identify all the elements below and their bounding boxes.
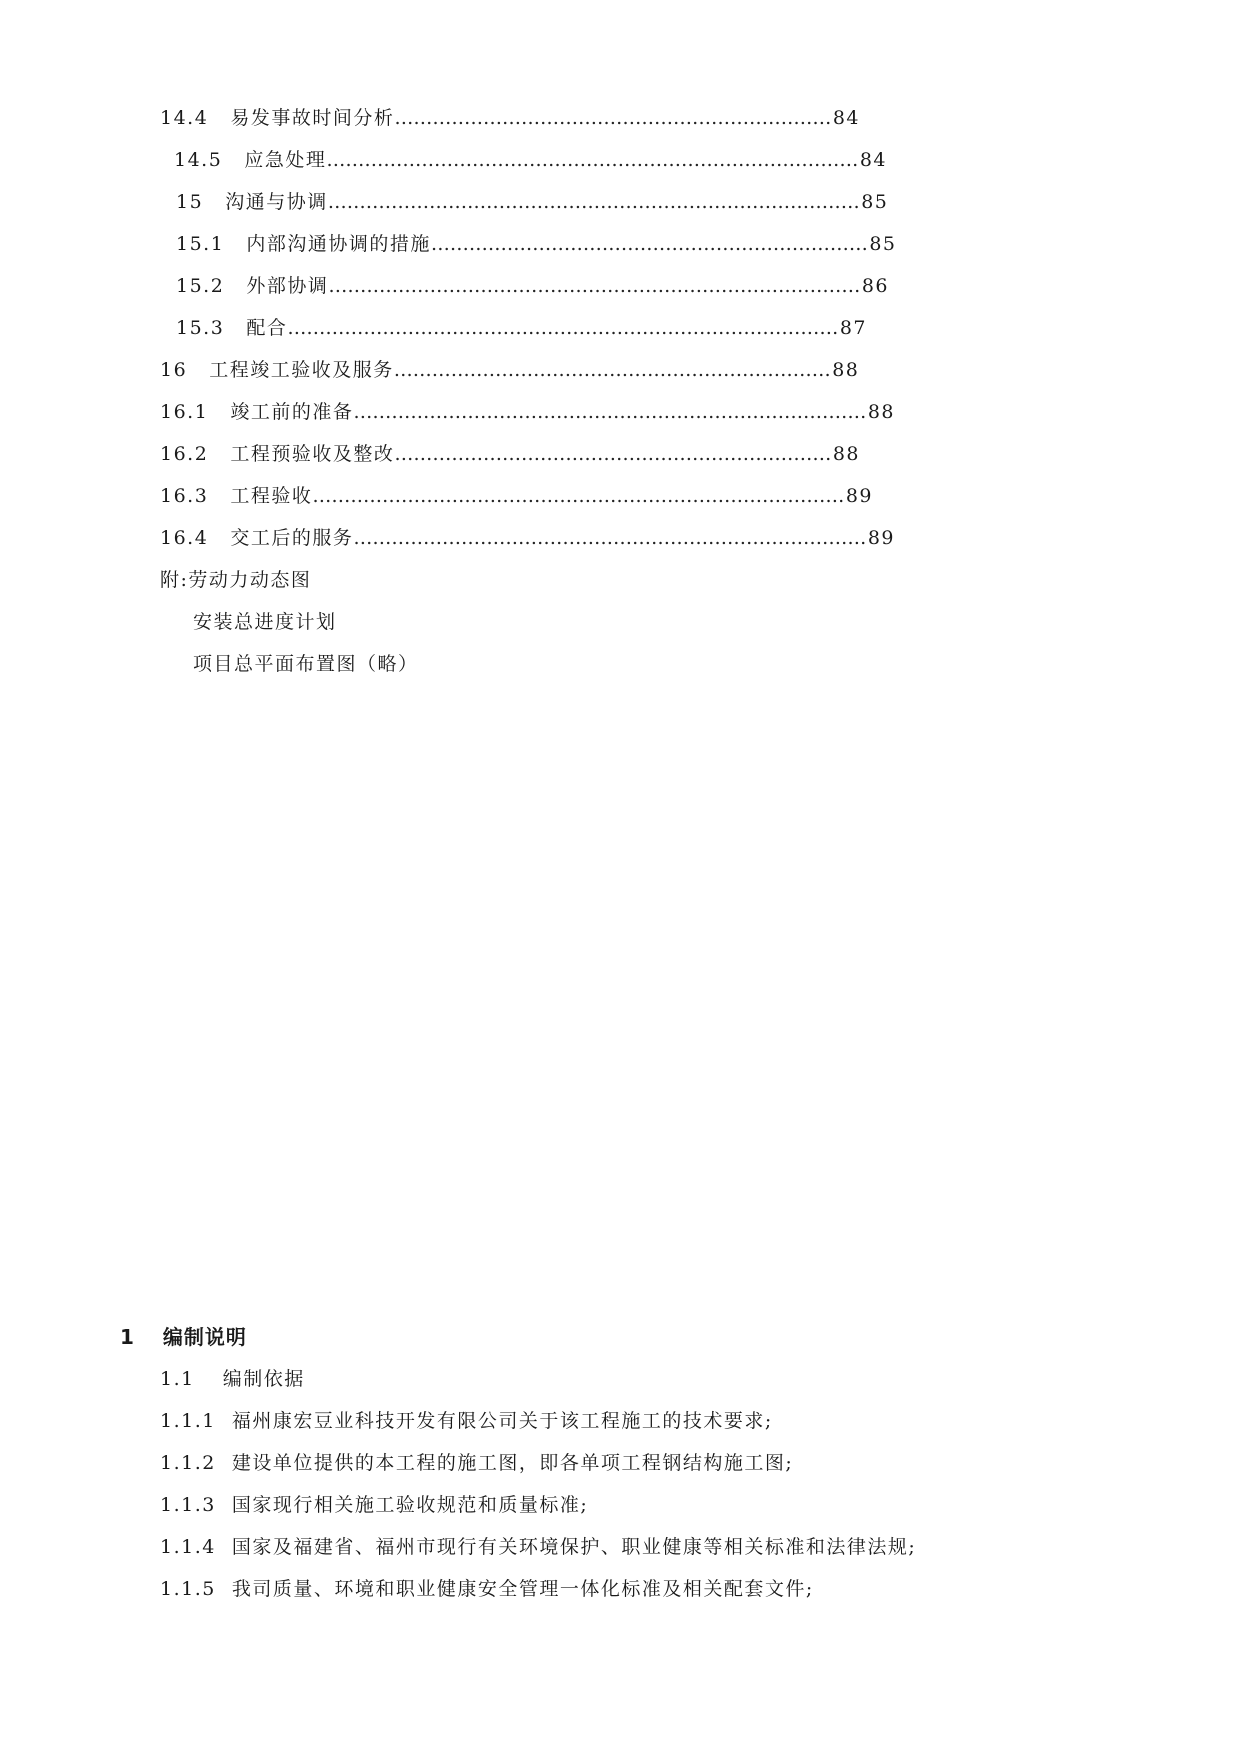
subsection-title: 编制依据 (222, 1368, 305, 1390)
section-heading (120, 1325, 247, 1349)
toc-entry[interactable] (160, 526, 895, 550)
toc-number: 16.1 (160, 401, 209, 423)
toc-entry[interactable] (176, 274, 889, 298)
toc-leader-dots: ……………………………………………………………………… (326, 149, 840, 171)
toc-entry[interactable] (160, 358, 859, 382)
toc-entry[interactable] (176, 190, 888, 214)
basis-item-number: 1.1.4 (160, 1536, 216, 1558)
toc-entry[interactable] (160, 442, 860, 466)
toc-page-number: …84 (812, 107, 861, 129)
toc-title: 应急处理 (244, 149, 327, 171)
toc-entry[interactable] (176, 316, 867, 340)
basis-item (160, 1535, 916, 1559)
section-title: 编制说明 (162, 1325, 247, 1349)
toc-page-number: …89 (847, 527, 896, 549)
toc-number: 15 (176, 191, 204, 213)
toc-page-number: …89 (825, 485, 874, 507)
toc-leader-dots: ………………………………………………………… (430, 233, 849, 255)
toc-number: 14.5 (174, 149, 223, 171)
toc-entry[interactable] (176, 232, 897, 256)
toc-number: 16.4 (160, 527, 209, 549)
toc-leader-dots: ………………………………………………………… (394, 107, 813, 129)
appendix-labor-chart: 附:劳动力动态图 (160, 569, 312, 591)
toc-title: 工程验收 (230, 485, 313, 507)
toc-title: 交工后的服务 (230, 527, 354, 549)
toc-number: 16.2 (160, 443, 209, 465)
toc-leader-dots: …………………………………………………………………… (353, 401, 848, 423)
toc-page-number: …84 (839, 149, 888, 171)
toc-page-number: …87 (819, 317, 868, 339)
toc-leader-dots: ……………………………………………………………………… (312, 485, 826, 507)
basis-item-number: 1.1.3 (160, 1494, 216, 1516)
toc-title: 配合 (246, 317, 288, 339)
toc-leader-dots: ………………………………………………………………………… (287, 317, 820, 339)
toc-title: 工程预验收及整改 (230, 443, 395, 465)
basis-item-text: 我司质量、环境和职业健康安全管理一体化标准及相关配套文件; (231, 1578, 814, 1600)
toc-number: 15.3 (176, 317, 225, 339)
toc-title: 沟通与协调 (225, 191, 328, 213)
toc-entry[interactable] (160, 484, 873, 508)
toc-title: 工程竣工验收及服务 (209, 359, 394, 381)
basis-item-number: 1.1.2 (160, 1452, 216, 1474)
basis-item (160, 1451, 793, 1475)
toc-entry[interactable] (160, 106, 860, 130)
toc-page-number: …88 (847, 401, 896, 423)
toc-title: 易发事故时间分析 (230, 107, 395, 129)
basis-item-text: 国家现行相关施工验收规范和质量标准; (231, 1494, 589, 1516)
toc-number: 16.3 (160, 485, 209, 507)
subsection-number: 1.1 (160, 1368, 195, 1390)
basis-item-number: 1.1.5 (160, 1578, 216, 1600)
toc-number: 15.2 (176, 275, 225, 297)
toc-leader-dots: ………………………………………………………… (393, 359, 812, 381)
basis-item-text: 福州康宏豆业科技开发有限公司关于该工程施工的技术要求; (231, 1410, 773, 1432)
toc-page-number: …88 (812, 443, 861, 465)
toc-page-number: …86 (841, 275, 890, 297)
toc-leader-dots: ……………………………………………………………………… (328, 275, 842, 297)
toc-page-number: …85 (848, 233, 897, 255)
toc-number: 14.4 (160, 107, 209, 129)
toc-page-number: …88 (811, 359, 860, 381)
toc-leader-dots: ………………………………………………………… (394, 443, 813, 465)
basis-item-number: 1.1.1 (160, 1410, 216, 1432)
toc-page-number: …85 (840, 191, 889, 213)
basis-item (160, 1577, 814, 1601)
subsection-heading (160, 1367, 305, 1391)
toc-entry[interactable] (174, 148, 887, 172)
toc-leader-dots: ……………………………………………………………………… (327, 191, 841, 213)
section-number: 1 (120, 1325, 135, 1349)
basis-item (160, 1493, 588, 1517)
basis-item (160, 1409, 773, 1433)
basis-item-text: 建设单位提供的本工程的施工图，即各单项工程钢结构施工图; (231, 1452, 794, 1474)
toc-number: 15.1 (176, 233, 225, 255)
toc-leader-dots: …………………………………………………………………… (353, 527, 848, 549)
appendix-site-plan: 项目总平面布置图（略） (193, 653, 419, 675)
basis-item-text: 国家及福建省、福州市现行有关环境保护、职业健康等相关标准和法律法规; (231, 1536, 917, 1558)
toc-title: 竣工前的准备 (230, 401, 354, 423)
toc-number: 16 (160, 359, 188, 381)
appendix-schedule: 安装总进度计划 (193, 611, 337, 633)
toc-title: 外部协调 (246, 275, 329, 297)
toc-title: 内部沟通协调的措施 (246, 233, 431, 255)
toc-entry[interactable] (160, 400, 895, 424)
